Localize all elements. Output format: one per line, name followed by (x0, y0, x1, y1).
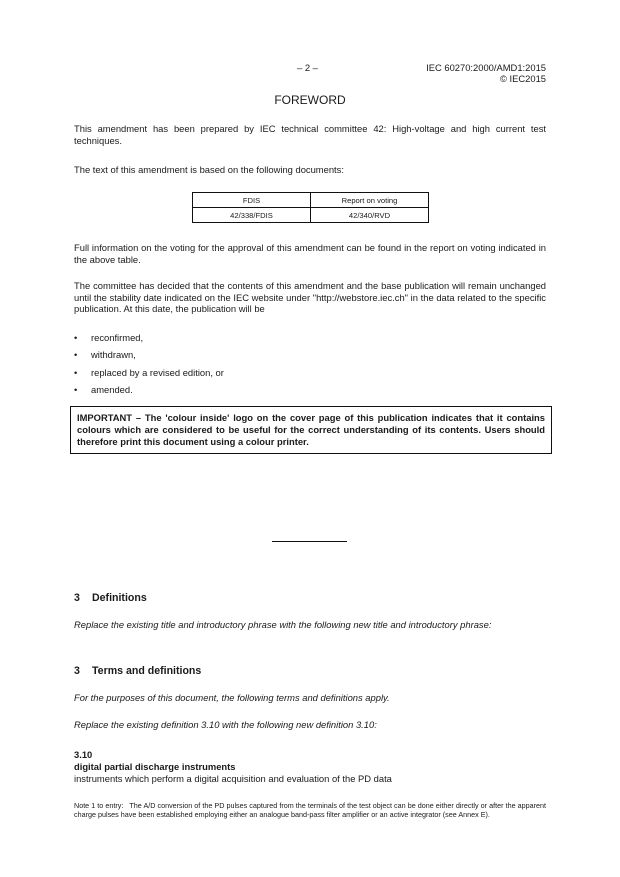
foreword-paragraph-4: The committee has decided that the contents of this amendment and the base publication will remain unchanged until the stability date indicated on the IEC website under "http://webstore.iec.ch" in the data related to the specific publication. At this date, the publication will be (74, 280, 546, 314)
list-item-text: withdrawn, (91, 349, 136, 360)
bullet-icon: • (74, 332, 78, 343)
section-title: Terms and definitions (92, 665, 202, 677)
section-number: 3 (74, 592, 80, 604)
term-number: 3.10 (74, 749, 93, 760)
intro-text: For the purposes of this document, the following terms and definitions apply. (74, 692, 390, 703)
table-cell: 42/340/RVD (311, 208, 429, 223)
table-cell: 42/338/FDIS (193, 208, 311, 223)
foreword-paragraph-3: Full information on the voting for the approval of this amendment can be found in the report on voting indicated in the above table. (74, 242, 546, 265)
section-heading-new (74, 665, 201, 677)
term-definition: instruments which perform a digital acquisition and evaluation of the PD data (74, 773, 392, 784)
list-item (74, 384, 133, 395)
table-row (193, 208, 429, 223)
bullet-icon: • (74, 349, 78, 360)
foreword-paragraph-2: The text of this amendment is based on the following documents: (74, 164, 344, 175)
copyright: © IEC2015 (500, 73, 546, 84)
list-item (74, 332, 143, 343)
separator-line (272, 541, 347, 542)
foreword-title: FOREWORD (274, 93, 346, 107)
section-number: 3 (74, 665, 80, 677)
table-header-row (193, 193, 429, 208)
bullet-icon: • (74, 367, 78, 378)
list-item-text: reconfirmed, (91, 332, 144, 343)
note-to-entry: Note 1 to entry: The A/D conversion of the PD pulses captured from the terminals of the test object can be done either directly or after the apparent charge pulses have been established employing either an analogue band-pass filter amplifier or an active integrator (see Annex E). (74, 801, 546, 819)
foreword-paragraph-1: This amendment has been prepared by IEC technical committee 42: High-voltage and high current test techniques. (74, 123, 546, 146)
documents-table (192, 192, 429, 223)
replace-instruction: Replace the existing definition 3.10 with the following new definition 3.10: (74, 719, 377, 730)
table-header: FDIS (193, 193, 311, 208)
section-title: Definitions (92, 592, 147, 604)
list-item (74, 349, 136, 360)
table-header: Report on voting (311, 193, 429, 208)
page-number: – 2 – (297, 62, 318, 73)
important-notice: IMPORTANT – The 'colour inside' logo on the cover page of this publication indicates that it contains colours which are considered to be useful for the correct understanding of its contents. Users should therefore print this document using a colour printer. (70, 406, 552, 454)
doc-id: IEC 60270:2000/AMD1:2015 (426, 62, 546, 73)
term-name: digital partial discharge instruments (74, 761, 236, 772)
list-item (74, 367, 224, 378)
instruction-text: Replace the existing title and introductory phrase with the following new title and introductory phrase: (74, 619, 492, 630)
doc-header (426, 62, 546, 84)
section-heading (74, 592, 147, 604)
list-item-text: amended. (91, 384, 133, 395)
bullet-icon: • (74, 384, 78, 395)
list-item-text: replaced by a revised edition, or (91, 367, 224, 378)
